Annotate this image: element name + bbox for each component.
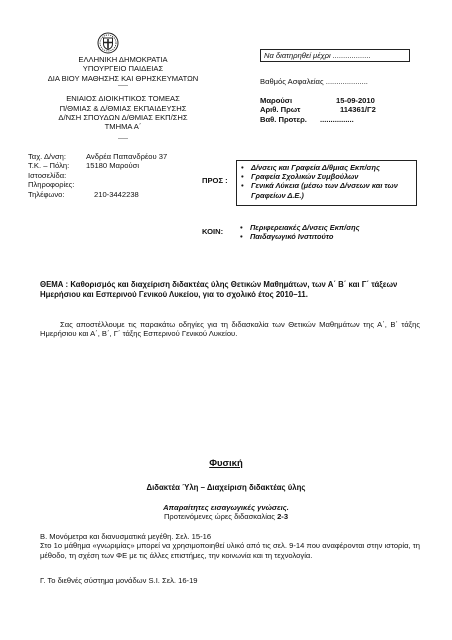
- cc-list: [240, 223, 420, 241]
- protocol-value: 114361/Γ2: [340, 105, 376, 115]
- recipient-item: • Γενικά Λύκεια (μέσω των Δ/νσεων και των Γραφείων Δ.Ε.): [241, 181, 412, 199]
- reference-block: [260, 96, 420, 124]
- cc-label: ΚΟΙΝ:: [202, 227, 224, 236]
- prerequisites-heading: Απαραίτητες εισαγωγικές γνώσεις.: [163, 503, 289, 512]
- priority-label: Βαθ. Προτερ.: [260, 114, 307, 124]
- content-paragraph: [40, 532, 420, 560]
- address-value: Ανδρέα Παπανδρέου 37: [86, 152, 168, 161]
- subject-line: [40, 280, 425, 300]
- header-line: ΤΜΗΜΑ Α΄: [104, 122, 142, 132]
- hours-value: 2-3: [277, 512, 289, 521]
- security-level: Βαθμός Ασφαλείας ....................: [260, 77, 368, 86]
- recipient-item: • Δ/νσεις και Γραφεία Δ/θμιας Εκπ/σης: [241, 163, 412, 172]
- info-label: Πληροφορίες:: [28, 180, 75, 190]
- place-label: Μαρούσι: [260, 96, 293, 105]
- city-value: 15180 Μαρούσι: [86, 161, 140, 171]
- phone-label: Τηλέφωνο:: [28, 189, 65, 199]
- header-line: Π/ΘΜΙΑΣ & Δ/ΘΜΙΑΣ ΕΚΠΑΙΔΕΥΣΗΣ: [59, 103, 187, 113]
- teaching-hours: [0, 512, 452, 521]
- issuer-header: [28, 55, 218, 143]
- cc-item: • Περιφερειακές Δ/νσεις Εκπ/σης: [240, 223, 420, 232]
- city-label: Τ.Κ. – Πόλη:: [28, 161, 70, 171]
- confidentiality-text: Να διατηρηθεί μέχρι ..................: [264, 51, 371, 60]
- address-label: Ταχ. Δ/νση:: [28, 152, 66, 161]
- date-value: 15-09-2010: [336, 96, 375, 105]
- recipient-item: • Γραφεία Σχολικών Συμβούλων: [241, 172, 412, 181]
- hours-label: Προτεινόμενες ώρες διδασκαλίας: [163, 512, 275, 521]
- cc-item: • Παιδαγωγικό Ινστιτούτο: [240, 232, 420, 241]
- intro-paragraph: Σας αποστέλλουμε τις παρακάτω οδηγίες για τη διδασκαλία των Θετικών Μαθημάτων της Α΄, Β΄ τάξης Ημερήσιου και Α΄, Β΄, Γ΄ τάξης Εσπερινού Γενικού Λυκείου.: [40, 320, 420, 339]
- paragraph-text: Στο 1ο μάθημα «γνωριμίας» μπορεί να χρησιμοποιηθεί υλικό από τις σελ. 9-14 που αναφέρονται στην ιστορία, τη μέθοδο, τη σχέση των ΦΕ με τις άλλες επιστήμες, την κοινωνία και τη τεχνολογία.: [40, 541, 420, 560]
- section-title: Φυσική: [209, 458, 243, 469]
- header-line: -----: [118, 83, 128, 90]
- phone-value: 210-3442238: [94, 189, 139, 199]
- header-line: ΕΛΛΗΝΙΚΗ ΔΗΜΟΚΡΑΤΙΑ: [78, 55, 168, 64]
- confidentiality-box: [260, 49, 410, 62]
- sender-details: [28, 152, 167, 199]
- recipients-box: [236, 160, 417, 206]
- protocol-label: Αριθ. Πρωτ: [260, 105, 301, 115]
- section-subtitle: Διδακτέα Ύλη – Διαχείριση διδακτέας ύλης: [146, 483, 306, 492]
- header-line: -----: [118, 135, 128, 142]
- paragraph-heading: Β. Μονόμετρα και διανυσματικά μεγέθη. Σελ. 15-16: [40, 532, 212, 541]
- header-line: ΔΙΑ ΒΙΟΥ ΜΑΘΗΣΗΣ ΚΑΙ ΘΡΗΣΚΕΥΜΑΤΩΝ: [47, 73, 199, 83]
- content-paragraph: Γ. Το διεθνές σύστημα μονάδων S.I. Σελ. 16-19: [40, 576, 198, 585]
- website-label: Ιστοσελίδα:: [28, 170, 67, 180]
- header-line: ΕΝΙΑΙΟΣ ΔΙΟΙΚΗΤΙΚΟΣ ΤΟΜΕΑΣ: [66, 94, 180, 104]
- greek-coat-of-arms-icon: [97, 32, 119, 54]
- subject-text: Καθορισμός και διαχείριση διδακτέας ύλης Θετικών Μαθημάτων, των Α΄ Β΄ και Γ΄ τάξεων Ημερήσιου και Εσπερινού Γενικού Λυκείου, για το σχολικό έτος 2010–11.: [40, 280, 398, 299]
- priority-value: ................: [320, 114, 354, 124]
- header-line: Δ/ΝΣΗ ΣΠΟΥΔΩΝ Δ/ΘΜΙΑΣ ΕΚΠ/ΣΗΣ: [58, 113, 188, 123]
- header-line: ΥΠΟΥΡΓΕΙΟ ΠΑΙΔΕΙΑΣ: [82, 64, 164, 74]
- subject-label: ΘΕΜΑ :: [40, 280, 69, 289]
- to-label: ΠΡΟΣ :: [202, 176, 228, 185]
